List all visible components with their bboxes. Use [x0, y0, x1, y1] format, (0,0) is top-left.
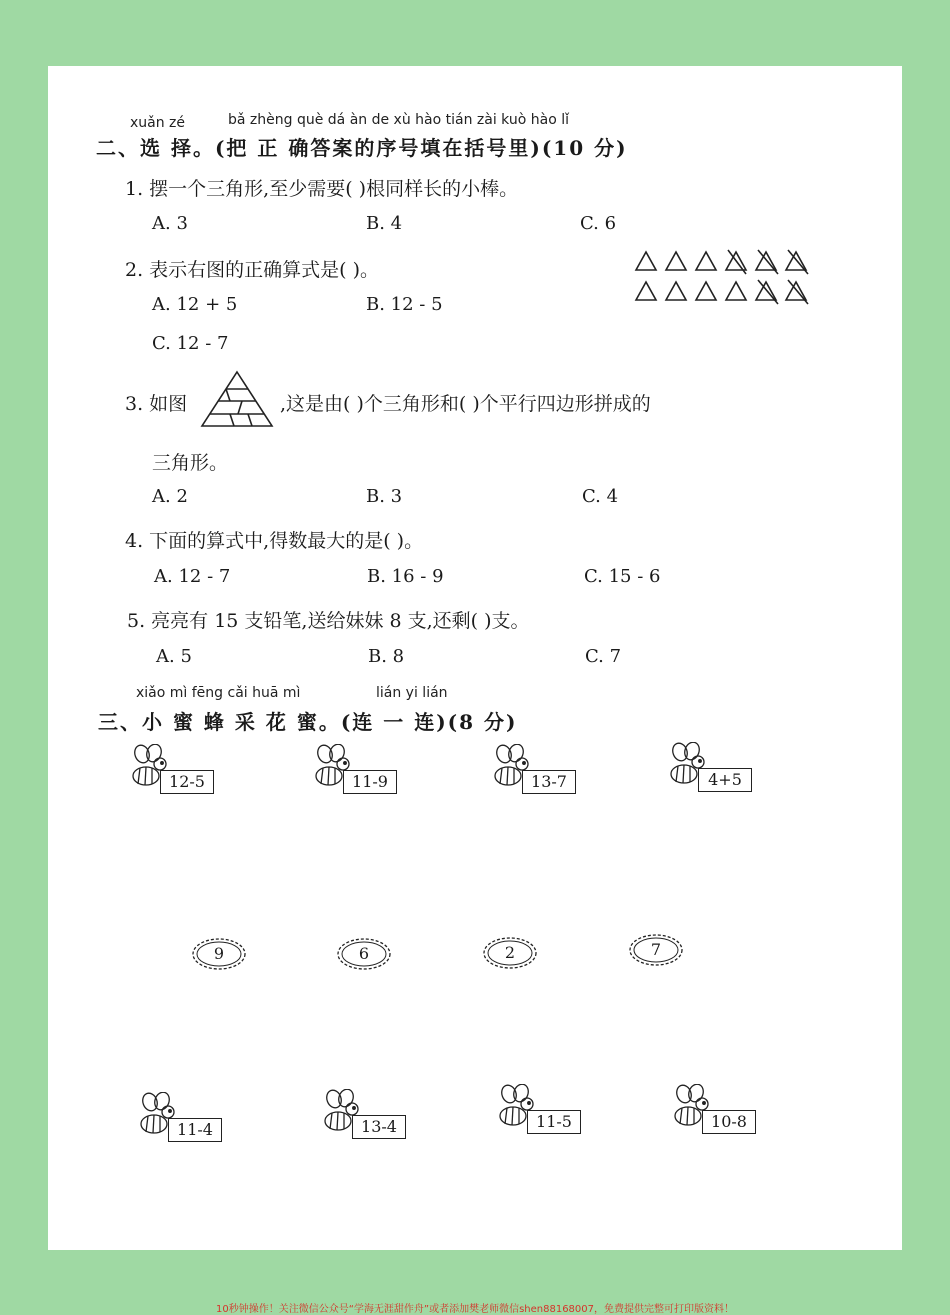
flower-number: 7 [650, 940, 662, 959]
q3-option-a: A. 2 [152, 486, 188, 507]
bee-expression: 11-4 [168, 1118, 222, 1142]
section2-title: 二、选 择。(把 正 确答案的序号填在括号里)(10 分) [96, 136, 628, 160]
bee-card[interactable] [492, 744, 612, 804]
bee-expression: 13-4 [352, 1115, 406, 1139]
q2-option-c: C. 12 - 7 [152, 333, 229, 354]
bee-expression: 11-5 [527, 1110, 581, 1134]
q1-option-b: B. 4 [366, 213, 403, 234]
flower-card[interactable] [482, 936, 538, 970]
bee-expression: 11-9 [343, 770, 397, 794]
bee-expression: 10-8 [702, 1110, 756, 1134]
flower-card[interactable] [191, 937, 247, 971]
bee-card[interactable] [672, 1084, 792, 1144]
section3-pinyin-left: xiǎo mì fēng cǎi huā mì [136, 685, 301, 701]
bee-card[interactable] [313, 744, 433, 804]
question-3-prefix: 3. 如图 [125, 393, 188, 415]
q3-option-b: B. 3 [366, 486, 403, 507]
q5-option-c: C. 7 [585, 646, 622, 667]
flower-number: 6 [358, 944, 370, 963]
question-4: 4. 下面的算式中,得数最大的是( )。 [125, 530, 424, 552]
bee-card[interactable] [322, 1089, 442, 1149]
bee-card[interactable] [130, 744, 250, 804]
question-3-line2: 三角形。 [152, 452, 229, 474]
flower-card[interactable] [628, 933, 684, 967]
question-3-text: ,这是由( )个三角形和( )个平行四边形拼成的 [280, 393, 651, 415]
q1-option-a: A. 3 [152, 213, 188, 234]
bee-expression: 4+5 [698, 768, 752, 792]
triangle-puzzle-figure [200, 370, 274, 428]
flower-number: 9 [213, 944, 225, 963]
q2-option-b: B. 12 - 5 [366, 294, 443, 315]
bee-expression: 13-7 [522, 770, 576, 794]
section3-title: 三、小 蜜 蜂 采 花 蜜。(连 一 连)(8 分) [98, 710, 518, 734]
flower-card[interactable] [336, 937, 392, 971]
q4-option-a: A. 12 - 7 [154, 566, 231, 587]
section2-pinyin-left: xuǎn zé [130, 115, 186, 131]
q3-option-c: C. 4 [582, 486, 619, 507]
bee-card[interactable] [668, 742, 788, 802]
footer-notice: 10秒钟操作！关注微信公众号“学海无涯甜作舟”或者添加樊老师微信shen88168007，免费提供完整可打印版资料！ [215, 1304, 735, 1315]
q1-option-c: C. 6 [580, 213, 617, 234]
question-2: 2. 表示右图的正确算式是( )。 [125, 259, 380, 281]
triangles-figure [632, 248, 812, 308]
bee-card[interactable] [138, 1092, 258, 1152]
q4-option-c: C. 15 - 6 [584, 566, 661, 587]
bee-expression: 12-5 [160, 770, 214, 794]
flower-number: 2 [504, 943, 516, 962]
question-5: 5. 亮亮有 15 支铅笔,送给妹妹 8 支,还剩( )支。 [127, 610, 530, 632]
question-1: 1. 摆一个三角形,至少需要( )根同样长的小棒。 [125, 178, 519, 200]
q2-option-a: A. 12 + 5 [152, 294, 238, 315]
section2-pinyin-right: bǎ zhèng què dá àn de xù hào tián zài kuò hào lǐ [228, 112, 569, 128]
section3-pinyin-right: lián yi lián [376, 685, 448, 701]
q5-option-a: A. 5 [156, 646, 192, 667]
q4-option-b: B. 16 - 9 [367, 566, 444, 587]
bee-card[interactable] [497, 1084, 617, 1144]
q5-option-b: B. 8 [368, 646, 405, 667]
